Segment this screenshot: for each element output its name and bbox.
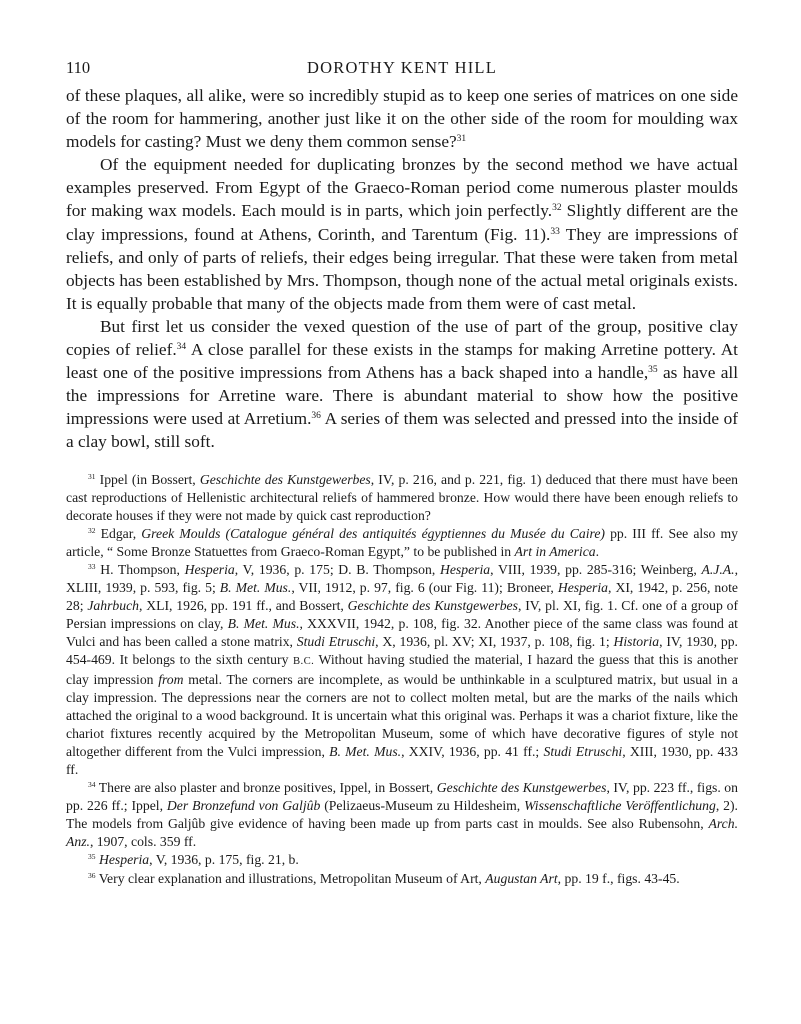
paragraph-text: But first let us consider the vexed question of the use of part of the group, positive clay copies of relief. — [66, 316, 738, 360]
footnote-italic: A.J.A. — [701, 561, 735, 577]
footnote-italic: Greek Moulds (Catalogue général des antiquités égyptiennes du Musée du Caire) — [141, 525, 605, 541]
footnotes — [66, 471, 738, 888]
paragraph-text: Of the equipment needed for duplicating bronzes by the second method we have actual examples preserved. From Egypt of the Graeco-Roman period come numerous plaster moulds for making wax models. Each mould is in parts, which join perfectly. — [66, 155, 738, 221]
body-paragraph-2 — [66, 153, 738, 315]
footnote-italic: from — [158, 671, 184, 687]
footnote-text: , pp. 19 f., figs. 43-45. — [557, 870, 680, 886]
footnote-italic: Historia — [613, 634, 660, 650]
footnote-ref: 33 — [550, 226, 560, 237]
footnote-text: , V, 1936, p. 175; D. B. Thompson, — [234, 561, 440, 577]
footnote-text: pp. III ff. See also my article, “ Some Bronze Statuettes from Graeco-Roman Egypt,” to be published in — [66, 525, 738, 559]
footnote-text: , IV, p. 216, and p. 221, fig. 1) deduced that there must have been cast reproductions of Hellenistic architectural reliefs of hammered bronze. How would there have been enough reliefs to decorate houses if they were not made by quick cast reproduction? — [66, 471, 738, 523]
footnote-number: 32 — [88, 525, 96, 535]
footnote-text: . — [595, 543, 600, 559]
footnote-italic: B. Met. Mus. — [329, 743, 402, 759]
footnote-italic: Arch. Anz. — [66, 816, 738, 850]
footnote-number: 31 — [88, 471, 96, 481]
footnote-text: Edgar, — [95, 525, 142, 541]
paragraph-text: A series of them was selected and pressed into the inside of a clay bowl, still soft. — [66, 409, 738, 452]
footnote-ref: 32 — [552, 203, 562, 214]
footnote-text: , IV, 1930, pp. 454-469. It belongs to the sixth century — [66, 634, 738, 668]
footnote-italic: B. Met. Mus. — [219, 580, 292, 596]
footnote-text: metal. The corners are incomplete, as would be unthinkable in a sculptured matrix, but usual in a clay impression. The depressions near the corners are not to collect molten metal, but are the marks of the nails which attached the original to a wood background. It is uncertain what this original was. Perhaps it was a chariot fixture, like the chariot fixtures recently acquired by the Metropolitan Museum, some of which have decorative figures of style not altogether different from the Vulci impression, — [66, 671, 738, 759]
footnote-ref: 34 — [176, 341, 187, 352]
footnote-text: Ippel (in Bossert, — [95, 471, 200, 487]
footnote-italic: Hesperia — [184, 561, 235, 577]
footnote-italic: Jahrbuch — [87, 598, 140, 614]
footnote-italic: Hesperia — [557, 580, 608, 596]
footnote-text: Very clear explanation and illustrations, Metropolitan Museum of Art, — [95, 870, 486, 886]
footnote-text: , XIII, 1930, pp. 433 ff. — [66, 743, 738, 777]
paragraph-text: A close parallel for these exists in the stamps for making Arretine pottery. At least one of the positive impressions from Athens has a back shaped into a handle, — [66, 340, 738, 383]
footnote-text: , X, 1936, pl. XV; XI, 1937, p. 108, fig. 1; — [375, 634, 614, 650]
body-paragraph-3 — [66, 315, 738, 454]
footnote-italic: Geschichte des Kunstgewerbes — [436, 780, 607, 796]
footnote-italic: Studi Etruschi — [543, 743, 623, 759]
page-header — [66, 58, 738, 84]
footnote-italic: Hesperia — [98, 852, 150, 868]
body-text — [66, 84, 738, 454]
footnote-36 — [66, 870, 738, 888]
footnote-number: 33 — [88, 562, 96, 572]
footnote-italic: Wissenschaftliche Veröffentlichung — [524, 798, 716, 814]
footnote-number: 36 — [88, 870, 96, 880]
footnote-italic: Hesperia — [439, 561, 491, 577]
footnote-text: , 1907, cols. 359 ff. — [89, 834, 197, 850]
footnote-text: , XLIII, 1939, p. 593, fig. 5; — [66, 561, 738, 596]
footnote-smallcaps: B.C. — [292, 655, 315, 668]
footnote-text: There are also plaster and bronze positives, Ippel, in Bossert, — [95, 780, 437, 796]
footnote-number: 34 — [88, 780, 96, 790]
footnote-text: (Pelizaeus-Museum zu Hildesheim, — [320, 798, 525, 814]
footnote-ref: 31 — [456, 134, 467, 145]
paragraph-text: They are impressions of reliefs, and only of parts of reliefs, their edges being irregular. That these were taken from metal objects has been established by Mrs. Thompson, though none of the actual metal originals exists. It is equally probable that many of the objects made from them were of cast metal. — [66, 224, 738, 313]
footnote-text: , 2). The models from Galjûb give evidence of having been made up from parts cast in moulds. See also Rubensohn, — [66, 798, 738, 832]
footnote-34 — [66, 779, 738, 851]
footnote-number: 35 — [88, 852, 96, 862]
body-paragraph-1 — [66, 84, 738, 153]
page-number: 110 — [66, 58, 91, 77]
footnote-italic: Studi Etruschi — [296, 634, 376, 650]
footnote-ref: 35 — [648, 364, 658, 375]
footnote-text: , VII, 1912, p. 97, fig. 6 (our Fig. 11); Broneer, — [291, 580, 558, 596]
footnote-italic: B. Met. Mus. — [227, 616, 300, 632]
footnote-text: H. Thompson, — [95, 561, 185, 577]
footnote-text: , XXXVII, 1942, p. 108, fig. 32. Another piece of the same class was found at Vulci and has been called a stone matrix, — [66, 616, 738, 650]
paragraph-text: of these plaques, all alike, were so incredibly stupid as to keep one series of matrices on one side of the room for hammering, another just like it on the other side of the room for moulding wax models for casting? Must we deny them common sense? — [66, 86, 738, 152]
document-page — [66, 58, 738, 888]
footnote-text: Without having studied the material, I hazard the guess that this is another clay impression — [66, 652, 739, 687]
footnote-31 — [66, 471, 738, 525]
footnote-33 — [66, 561, 738, 779]
running-head: DOROTHY KENT HILL — [307, 58, 497, 77]
paragraph-text: Slightly different are the clay impressions, found at Athens, Corinth, and Tarentum (Fig. 11). — [66, 201, 738, 244]
footnote-italic: Art in America — [514, 543, 596, 559]
footnote-italic: Der Bronzefund von Galjûb — [166, 798, 321, 814]
footnote-italic: Augustan Art — [485, 870, 558, 886]
footnote-ref: 36 — [311, 411, 321, 422]
footnote-text: , IV, pp. 223 ff., figs. on pp. 226 ff.; Ippel, — [66, 780, 738, 814]
footnote-32 — [66, 525, 738, 561]
footnote-text: , XI, 1942, p. 256, note 28; — [66, 580, 738, 614]
paragraph-text: as have all the impressions for Arretine ware. There is abundant material to show how the positive impressions were used at Arretium. — [66, 363, 738, 429]
footnote-text: , XLI, 1926, pp. 191 ff., and Bossert, — [139, 598, 348, 614]
footnote-italic: Geschichte des Kunstgewerbes — [347, 598, 518, 614]
footnote-text: , XXIV, 1936, pp. 41 ff.; — [401, 743, 544, 759]
footnote-italic: Geschichte des Kunstgewerbes — [199, 471, 371, 487]
footnote-text: , V, 1936, p. 175, fig. 21, b. — [149, 852, 299, 868]
footnote-text: , IV, pl. XI, fig. 1. Cf. one of a group of Persian impressions on clay, — [66, 598, 739, 632]
footnote-35 — [66, 851, 738, 869]
footnote-text: , VIII, 1939, pp. 285-316; Weinberg, — [490, 561, 702, 577]
